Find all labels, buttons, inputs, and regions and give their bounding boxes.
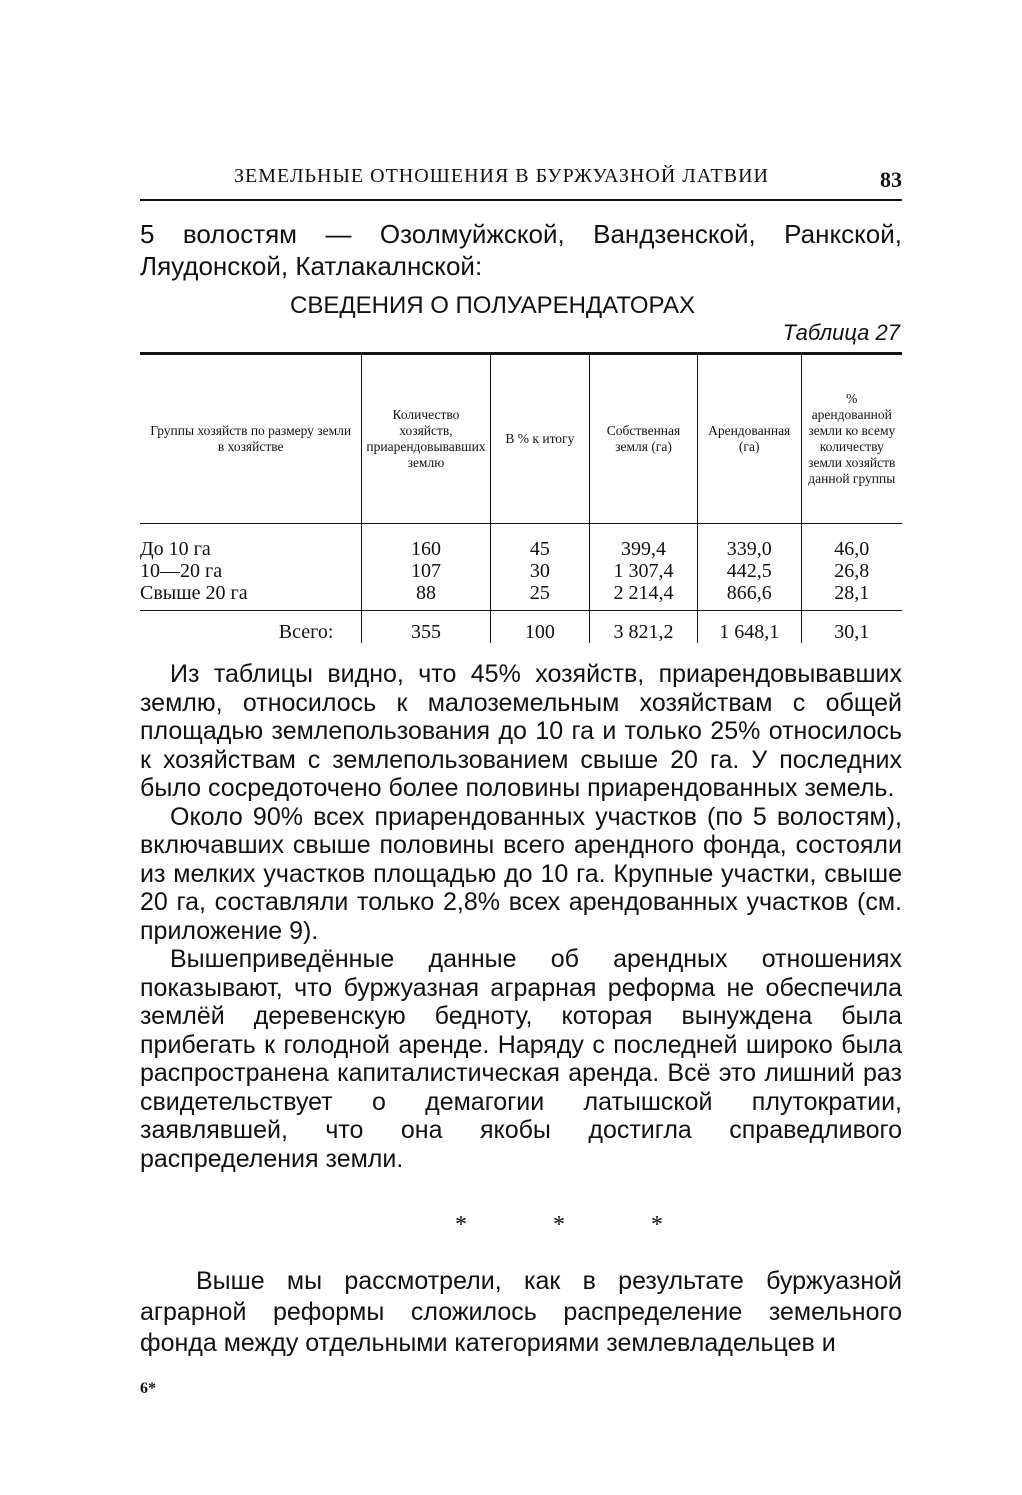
table-cell: 355 (362, 611, 490, 644)
table-row (140, 560, 902, 582)
table-number: Таблица 27 (782, 320, 900, 345)
closing-text (140, 1266, 902, 1359)
table-cell: 339,0 (697, 524, 801, 561)
table-cell: 107 (362, 560, 490, 582)
header-cell-groups: Группы хозяйств по размеру земли в хозяйстве (140, 354, 362, 524)
section-separator: * * * (455, 1212, 703, 1238)
header-cell-rented-share: % арендованной земли ко всему количеству земли хозяйств данной группы (801, 354, 902, 524)
table-cell: 1 307,4 (590, 560, 698, 582)
page-number: 83 (880, 167, 902, 192)
paragraph: Около 90% всех приарендованных участков (по 5 волостям), включавших свыше половины всего арендного фонда, состояли из мелких участков площадью до 10 га. Крупные участки, свыше 20 га, составляли только 2,8% всех арендованных участков (см. приложение 9). (140, 802, 902, 945)
total-label: Всего: (278, 621, 334, 643)
running-title: ЗЕМЕЛЬНЫЕ ОТНОШЕНИЯ В БУРЖУАЗНОЙ ЛАТВИИ (234, 165, 769, 187)
header-cell-percent: В % к итогу (490, 354, 590, 524)
table-cell: 25 (490, 582, 590, 611)
table-cell: 30 (490, 560, 590, 582)
table-cell: 28,1 (801, 582, 902, 611)
table-cell: 160 (362, 524, 490, 561)
table-cell: 88 (362, 582, 490, 611)
paragraph: Из таблицы видно, что 45% хозяйств, приарендовывавших землю, относилось к малоземельным хозяйствам с общей площадью землепользования до 10 га и только 25% относилось к хозяйствам с землепользованием свыше 20 га. У последних было сосредоточено более половины приарендованных земель. (140, 660, 902, 802)
table-cell: 100 (490, 611, 590, 644)
table-cell: 2 214,4 (590, 582, 698, 611)
table-row (140, 582, 902, 611)
table-cell: 3 821,2 (590, 611, 698, 644)
table-cell: До 10 га (140, 538, 211, 560)
table-cell: 866,6 (697, 582, 801, 611)
running-header (140, 163, 902, 201)
table-cell: 1 648,1 (697, 611, 801, 644)
table-header-row (140, 354, 902, 524)
signature-mark: 6* (140, 1380, 156, 1397)
table-row (140, 524, 902, 561)
header-cell-count: Количество хозяйств, приарендовывавших землю (362, 354, 490, 524)
table-cell: 30,1 (801, 611, 902, 644)
intro-text: 5 волостям — Озолмуйжской, Вандзенской, Ранкской, Ляудонской, Катлакалнской: (140, 219, 902, 281)
table-cell: 10—20 га (140, 560, 223, 582)
table-cell: 26,8 (801, 560, 902, 582)
table-title: СВЕДЕНИЯ О ПОЛУАРЕНДАТОРАХ (290, 292, 695, 319)
header-cell-own-land: Собственная земля (га) (590, 354, 698, 524)
paragraph: Выше мы рассмотрели, как в результате буржуазной аграрной реформы сложилось распределение земельного фонда между отдельными категориями землевладельцев и (140, 1267, 902, 1357)
header-cell-rented: Арендованная (га) (697, 354, 801, 524)
table-cell: 46,0 (801, 524, 902, 561)
table-cell: Свыше 20 га (140, 582, 362, 611)
table-total-row (140, 611, 902, 644)
table-cell: 399,4 (590, 524, 698, 561)
body-text (140, 660, 902, 1173)
tenants-table (140, 352, 902, 643)
table-cell: 442,5 (697, 560, 801, 582)
table-cell: 45 (490, 524, 590, 561)
paragraph: Вышеприведённые данные об арендных отношениях показывают, что буржуазная аграрная реформа не обеспечила землёй деревенскую бедноту, которая вынуждена была прибегать к голодной аренде. Наряду с последней широко была распространена капиталистическая аренда. Всё это лишний раз свидетельствует о демагогии латышской плутократии, заявлявшей, что она якобы достигла справедливого распределения земли. (140, 945, 902, 1173)
